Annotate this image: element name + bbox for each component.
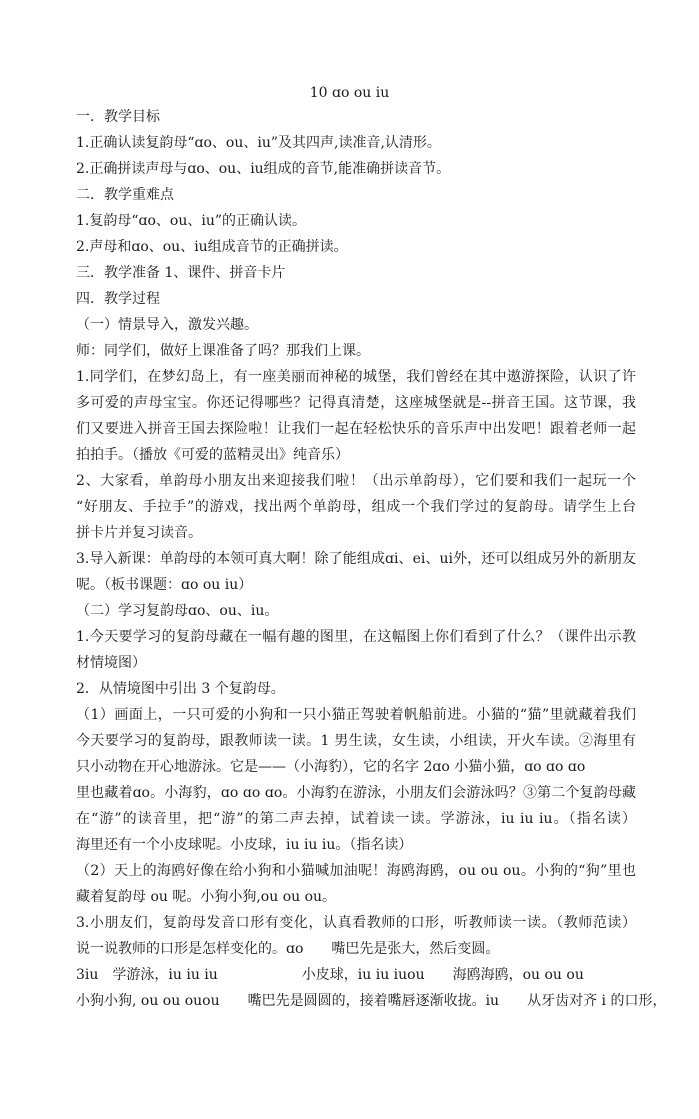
paragraph-line: 只小动物在开心地游泳。它是——（小海豹），它的名字 2ɑo 小猫小猫，ɑo ɑo ɑo [76, 759, 586, 775]
paragraph-line: 师：同学们，做好上课准备了吗？那我们上课。 [76, 343, 370, 359]
paragraph-line: 3iu 学游泳，iu iu iu 小皮球，iu iu iuou 海鸥海鸥，ou ou ou [76, 967, 584, 983]
paragraph-line: （2）天上的海鸥好像在给小狗和小猫喊加油呢！海鸥海鸥，ou ou ou。小狗的“狗”里也 [76, 863, 636, 879]
section-heading: 三．教学准备 1、课件、拼音卡片 [76, 265, 286, 281]
section-heading: 四．教学过程 [76, 291, 160, 307]
paragraph-line: 里也藏着ɑo。小海豹，ɑo ɑo ɑo。小海豹在游泳，小朋友们会游泳吗？③第二个复韵母藏 [76, 785, 636, 801]
paragraph-line: 2、大家看，单韵母小朋友出来迎接我们啦！（出示单韵母），它们要和我们一起玩一个 [76, 473, 636, 489]
paragraph-line: （1）画面上，一只可爱的小狗和一只小猫正驾驶着帆船前进。小猫的“猫”里就藏着我们 [76, 707, 636, 723]
paragraph-line: 拍拍手。（播放《可爱的蓝精灵出》纯音乐） [76, 447, 349, 463]
paragraph-line: 今天要学习的复韵母，跟教师读一读。1 男生读，女生读，小组读，开火车读。②海里有 [76, 733, 636, 749]
paragraph-line: 海里还有一个小皮球呢。小皮球，iu iu iu。（指名读） [76, 837, 413, 853]
paragraph-line: 1.今天要学习的复韵母藏在一幅有趣的图里，在这幅图上你们看到了什么？（课件出示教 [76, 629, 636, 645]
subsection-heading: （二）学习复韵母ɑo、ou、iu。 [76, 603, 279, 619]
paragraph-line: 呢。（板书课题：ɑo ou iu） [76, 577, 253, 593]
paragraph-line: 1.同学们，在梦幻岛上，有一座美丽而神秘的城堡，我们曾经在其中遨游探险，认识了许 [76, 369, 636, 385]
paragraph-line: 2．从情境图中引出 3 个复韵母。 [76, 681, 285, 697]
paragraph-line: 3.小朋友们，复韵母发音口形有变化，认真看教师的口形，听教师读一读。（教师范读） [76, 915, 636, 931]
subsection-heading: （一）情景导入，激发兴趣。 [76, 317, 258, 333]
paragraph-line: 们又要进入拼音王国去探险啦！让我们一起在轻松快乐的音乐声中出发吧！跟着老师一起 [76, 421, 636, 437]
paragraph-line: 多可爱的声母宝宝。你还记得哪些？记得真清楚，这座城堡就是--拼音王国。这节课，我 [76, 395, 636, 411]
section-heading: 二．教学重难点 [76, 187, 174, 203]
paragraph-line: 1.正确认读复韵母“ɑo、ou、iu”及其四声,读准音,认清形。 [76, 135, 441, 151]
paragraph-line: 藏着复韵母 ou 呢。小狗小狗,ou ou ou。 [76, 889, 337, 905]
section-heading: 一．教学目标 [76, 109, 160, 125]
paragraph-line: 在“游”的读音里，把“游”的第二声去掉，试着读一读。学游泳，iu iu iu。（指名读） [76, 811, 636, 827]
paragraph-line: “好朋友、手拉手”的游戏，找出两个单韵母，组成一个我们学过的复韵母。请学生上台 [76, 499, 636, 515]
paragraph-line: 2.正确拼读声母与ɑo、ou、iu组成的音节,能准确拼读音节。 [76, 161, 451, 177]
paragraph-line: 材情境图） [76, 655, 146, 671]
paragraph-line: 小狗小狗, ou ou ouou 嘴巴先是圆圆的，接着嘴唇逐渐收拢。iu 从牙齿对齐 i 的口形， [76, 993, 667, 1009]
paragraph-line: 2.声母和ɑo、ou、iu组成音节的正确拼读。 [76, 239, 348, 255]
paragraph-line: 拼卡片并复习读音。 [76, 525, 202, 541]
paragraph-line: 1.复韵母“ɑo、ou、iu”的正确认读。 [76, 213, 307, 229]
paragraph-line: 说一说教师的口形是怎样变化的。ɑo 嘴巴先是张大，然后变圆。 [76, 941, 500, 957]
paragraph-line: 3.导入新课：单韵母的本领可真大啊！除了能组成ɑi、ei、ui外，还可以组成另外的新朋友 [76, 551, 636, 567]
page-title: 10 ɑo ou iu [309, 85, 390, 101]
